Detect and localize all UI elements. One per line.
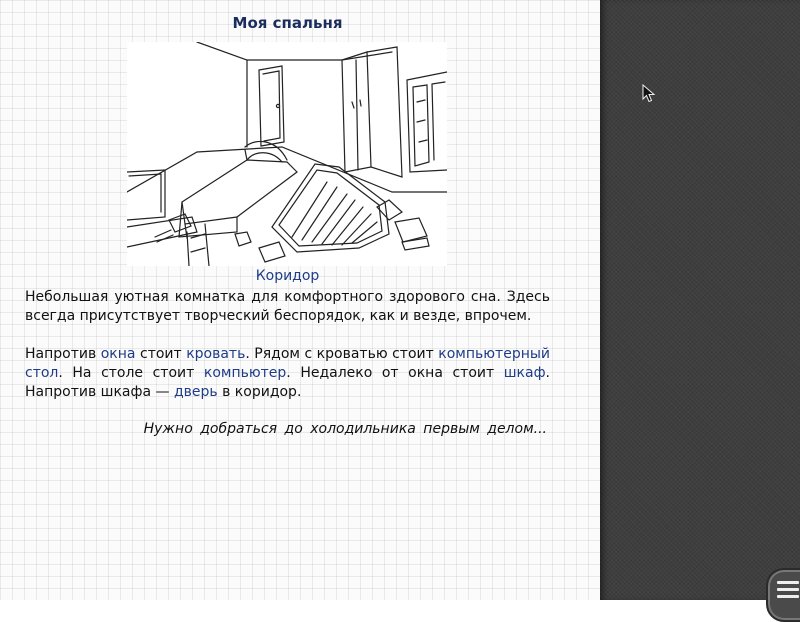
text-segment: стоит — [135, 346, 187, 362]
page-title: Моя спальня — [232, 14, 343, 32]
menu-button[interactable] — [766, 568, 800, 622]
text-segment: . Недалеко от окна стоит — [286, 365, 504, 381]
text-segment: . Рядом с кроватью стоит — [245, 346, 439, 362]
room-description: Небольшая уютная комнатка для комфортного здорового сна. Здесь всегда присутствует творческий беспорядок, как и везде, впрочем. — [25, 289, 550, 324]
inner-thought-quote: Нужно добраться до холодильника первым делом... — [143, 421, 547, 437]
bedroom-sketch-illustration — [127, 42, 447, 266]
computer-link[interactable]: компьютер — [203, 365, 287, 381]
window-link[interactable]: окна — [100, 346, 136, 362]
mouse-pointer-icon — [642, 84, 656, 104]
door-link[interactable]: дверь — [173, 384, 218, 400]
sidebar-panel — [600, 0, 800, 600]
bed-link[interactable]: кровать — [186, 346, 246, 362]
wardrobe-link[interactable]: шкаф — [503, 365, 546, 381]
room-objects-paragraph — [25, 345, 550, 402]
corridor-link[interactable]: Коридор — [255, 268, 320, 284]
text-segment: Напротив — [25, 346, 101, 362]
text-segment: . Напротив шкафа — — [25, 365, 550, 400]
text-segment: в коридор. — [217, 384, 302, 400]
text-segment: . На столе стоит — [58, 365, 204, 381]
computer-desk-link[interactable]: компьютерный стол — [25, 346, 551, 381]
